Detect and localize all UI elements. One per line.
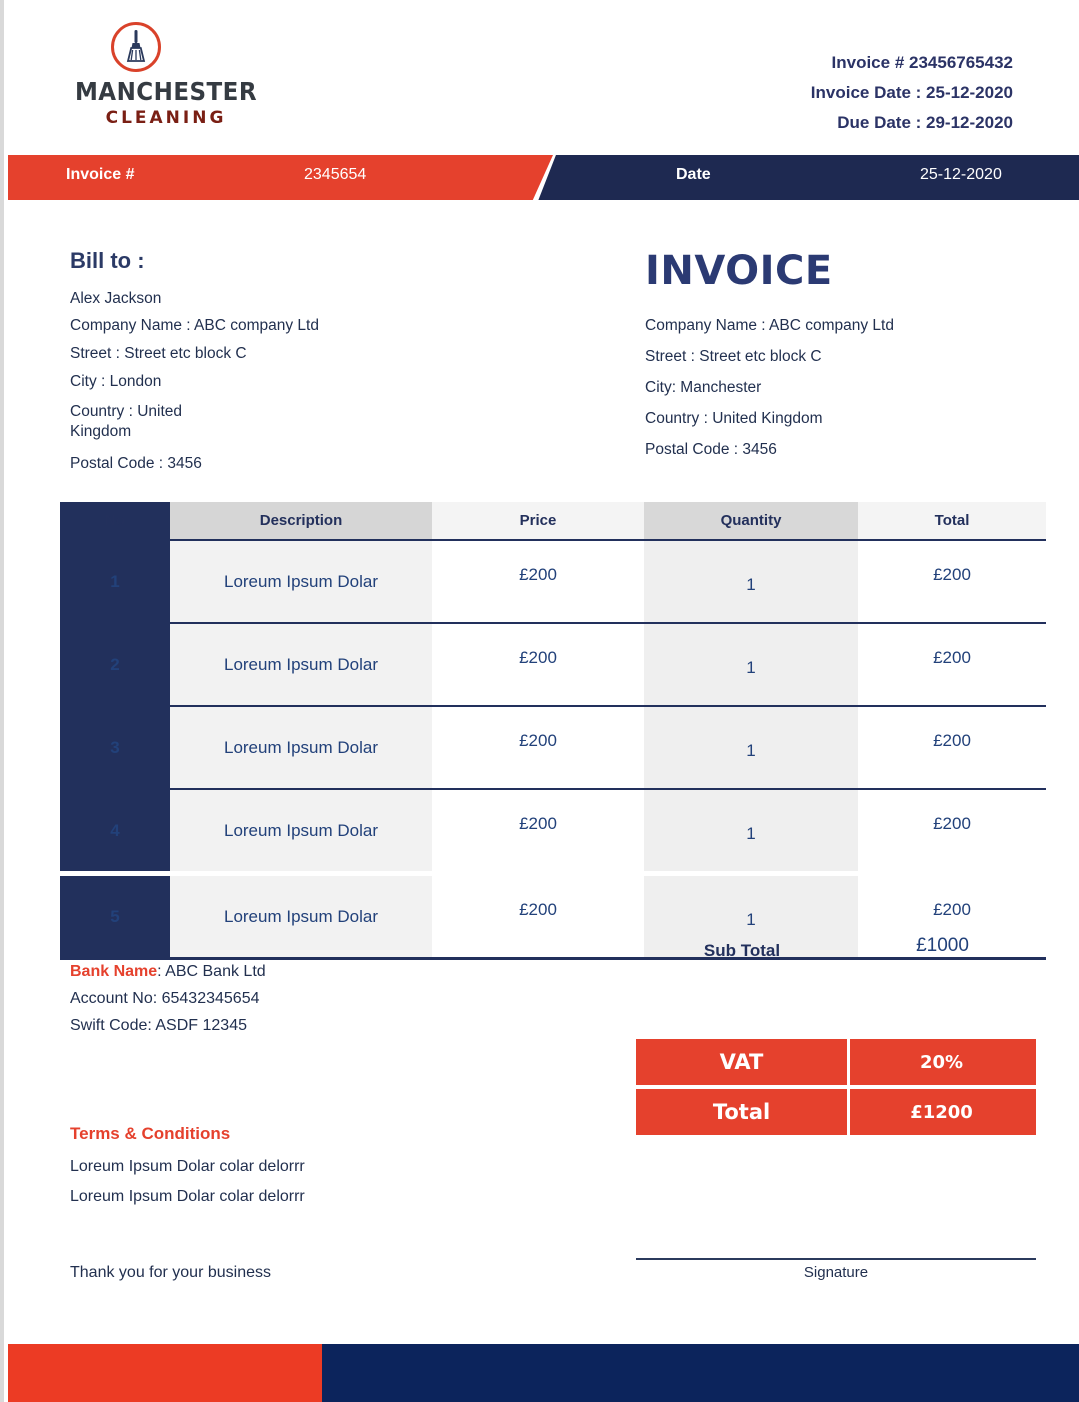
row-quantity: 1 [644, 623, 858, 706]
row-price: £200 [432, 540, 644, 623]
page-title: INVOICE [645, 248, 833, 294]
vat-row [636, 1039, 1036, 1085]
from-postal: Postal Code : 3456 [645, 441, 777, 458]
signature-label: Signature [803, 1264, 869, 1281]
from-country: Country : United Kingdom [645, 410, 823, 427]
invoice-from-block [645, 248, 1045, 465]
row-quantity: 1 [644, 706, 858, 789]
header-price: Price [432, 502, 644, 540]
bill-to-name: Alex Jackson [70, 290, 162, 307]
bill-to-block [70, 248, 500, 478]
row-no: 4 [60, 789, 170, 874]
vat-label: VAT [719, 1050, 764, 1074]
bill-to-street: Street : Street etc block C [70, 345, 247, 362]
subtotal-label: Sub Total [703, 941, 781, 960]
header-description: Description [170, 502, 432, 540]
banner-date-value: 25-12-2020 [920, 166, 1002, 183]
footer-navy-bar [322, 1344, 1079, 1402]
invoice-header [4, 0, 1079, 155]
invoice-date-line: Invoice Date : 25-12-2020 [810, 83, 1013, 102]
logo-company-name: MANCHESTER [74, 77, 258, 106]
bank-account-line: Account No: 65432345654 [70, 990, 260, 1007]
row-quantity: 1 [644, 540, 858, 623]
header-quantity: Quantity [644, 502, 858, 540]
row-quantity: 1 [644, 874, 858, 959]
bill-to-title: Bill to : [70, 248, 145, 273]
row-description: Loreum Ipsum Dolar [170, 706, 432, 789]
row-price: £200 [432, 874, 644, 959]
row-quantity: 1 [644, 789, 858, 874]
bank-name-line [70, 958, 470, 985]
total-row [636, 1089, 1036, 1135]
bank-swift-line: Swift Code: ASDF 12345 [70, 1017, 247, 1034]
table-row [60, 789, 1046, 874]
table-header-row [60, 502, 1046, 540]
bill-to-city: City : London [70, 373, 162, 390]
row-total: £200 [858, 623, 1046, 706]
bank-details-block [70, 958, 470, 1039]
logo-company-subtitle: CLEANING [105, 108, 227, 128]
vat-total-box [636, 1039, 1036, 1135]
table-row [60, 540, 1046, 623]
signature-line [636, 1258, 1036, 1260]
from-city: City: Manchester [645, 379, 762, 396]
row-description: Loreum Ipsum Dolar [170, 623, 432, 706]
row-no: 3 [60, 706, 170, 789]
terms-line-1: Loreum Ipsum Dolar colar delorrr [70, 1158, 305, 1175]
invoice-number-line: Invoice # 23456765432 [831, 53, 1013, 72]
terms-block [70, 1124, 500, 1212]
header-total: Total [858, 502, 1046, 540]
banner-invoice-label: Invoice # [66, 166, 135, 183]
thank-you-text: Thank you for your business [70, 1264, 271, 1281]
bill-to-country: Country : United Kingdom [70, 403, 182, 440]
vat-horizontal-divider [636, 1085, 1036, 1089]
subtotal-value: £1000 [916, 935, 969, 956]
line-items-section [60, 502, 1036, 960]
invoice-meta [811, 48, 1013, 138]
row-total: £200 [858, 874, 1046, 959]
invoice-banner [4, 155, 1079, 200]
row-total: £200 [858, 789, 1046, 874]
row-total: £200 [858, 706, 1046, 789]
from-street: Street : Street etc block C [645, 348, 822, 365]
line-items-table [60, 502, 1046, 960]
bill-to-postal: Postal Code : 3456 [70, 455, 202, 472]
total-value: £1200 [910, 1101, 973, 1123]
row-price: £200 [432, 706, 644, 789]
row-price: £200 [432, 623, 644, 706]
bank-name-value: : ABC Bank Ltd [157, 963, 266, 980]
row-price: £200 [432, 789, 644, 874]
table-row [60, 623, 1046, 706]
banner-invoice-value: 2345654 [304, 166, 367, 183]
company-logo [66, 22, 316, 132]
row-description: Loreum Ipsum Dolar [170, 540, 432, 623]
bill-to-company: Company Name : ABC company Ltd [70, 317, 319, 334]
row-description: Loreum Ipsum Dolar [170, 789, 432, 874]
row-no: 5 [60, 874, 170, 959]
terms-line-2: Loreum Ipsum Dolar colar delorrr [70, 1188, 305, 1205]
bank-name-label: Bank Name [70, 963, 158, 980]
due-date-line: Due Date : 29-12-2020 [837, 113, 1013, 132]
terms-title: Terms & Conditions [70, 1124, 231, 1143]
from-company: Company Name : ABC company Ltd [645, 317, 894, 334]
broom-icon [121, 29, 151, 65]
row-description: Loreum Ipsum Dolar [170, 874, 432, 959]
footer-red-bar [8, 1344, 322, 1402]
vat-value: 20% [919, 1051, 964, 1073]
header-no: No [60, 502, 170, 540]
row-total: £200 [858, 540, 1046, 623]
table-row [60, 706, 1046, 789]
banner-date-label: Date [676, 166, 711, 183]
total-label: Total [712, 1100, 771, 1124]
row-no: 1 [60, 540, 170, 623]
row-no: 2 [60, 623, 170, 706]
